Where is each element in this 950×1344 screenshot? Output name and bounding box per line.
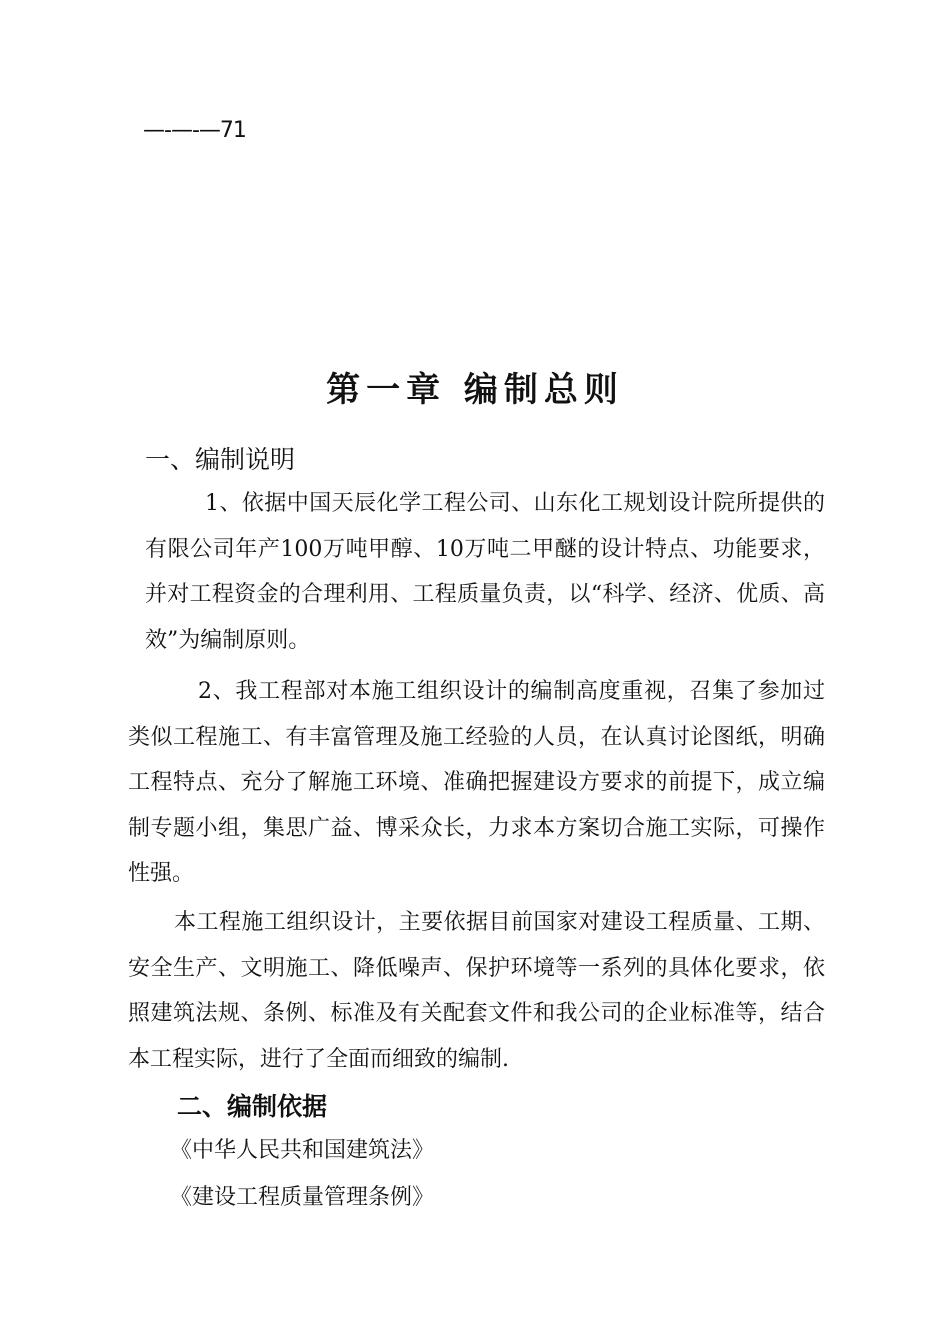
paragraph-requirements: 本工程施工组织设计，主要依据目前国家对建设工程质量、工期、安全生产、文明施工、降低噪声、保护环境等一系列的具体化要求，依照建筑法规、条例、标准及有关配套文件和我公司的企业标准等，结合本工程实际，进行了全面而细致的编制. — [128, 910, 825, 1072]
chapter-title: 第一章 编制总则 — [326, 370, 624, 410]
reference-item: 《建设工程质量管理条例》 — [170, 1185, 435, 1210]
paragraph-team: 2、我工程部对本施工组织设计的编制高度重视，召集了参加过类似工程施工、有丰富管理及施工经验的人员，在认真讨论图纸，明确工程特点、充分了解施工环境、准确把握建设方要求的前提下，成立编制专题小组，集思广益、博采众长，力求本方案切合施工实际，可操作性强。 — [128, 679, 825, 886]
paragraph-basis: 1、依据中国天辰化学工程公司、山东化工规划设计院所提供的有限公司年产100万吨甲醇、10万吨二甲醚的设计特点、功能要求，并对工程资金的合理利用、工程质量负责，以“科学、经济、优质、高效”为编制原则。 — [145, 491, 825, 653]
section-heading-compilation-notes: 一、编制说明 — [145, 445, 296, 474]
section-heading-compilation-basis: 二、编制依据 — [177, 1092, 328, 1121]
reference-item: 《中华人民共和国建筑法》 — [170, 1138, 435, 1163]
page-number: —-—-—71 — [143, 118, 246, 143]
